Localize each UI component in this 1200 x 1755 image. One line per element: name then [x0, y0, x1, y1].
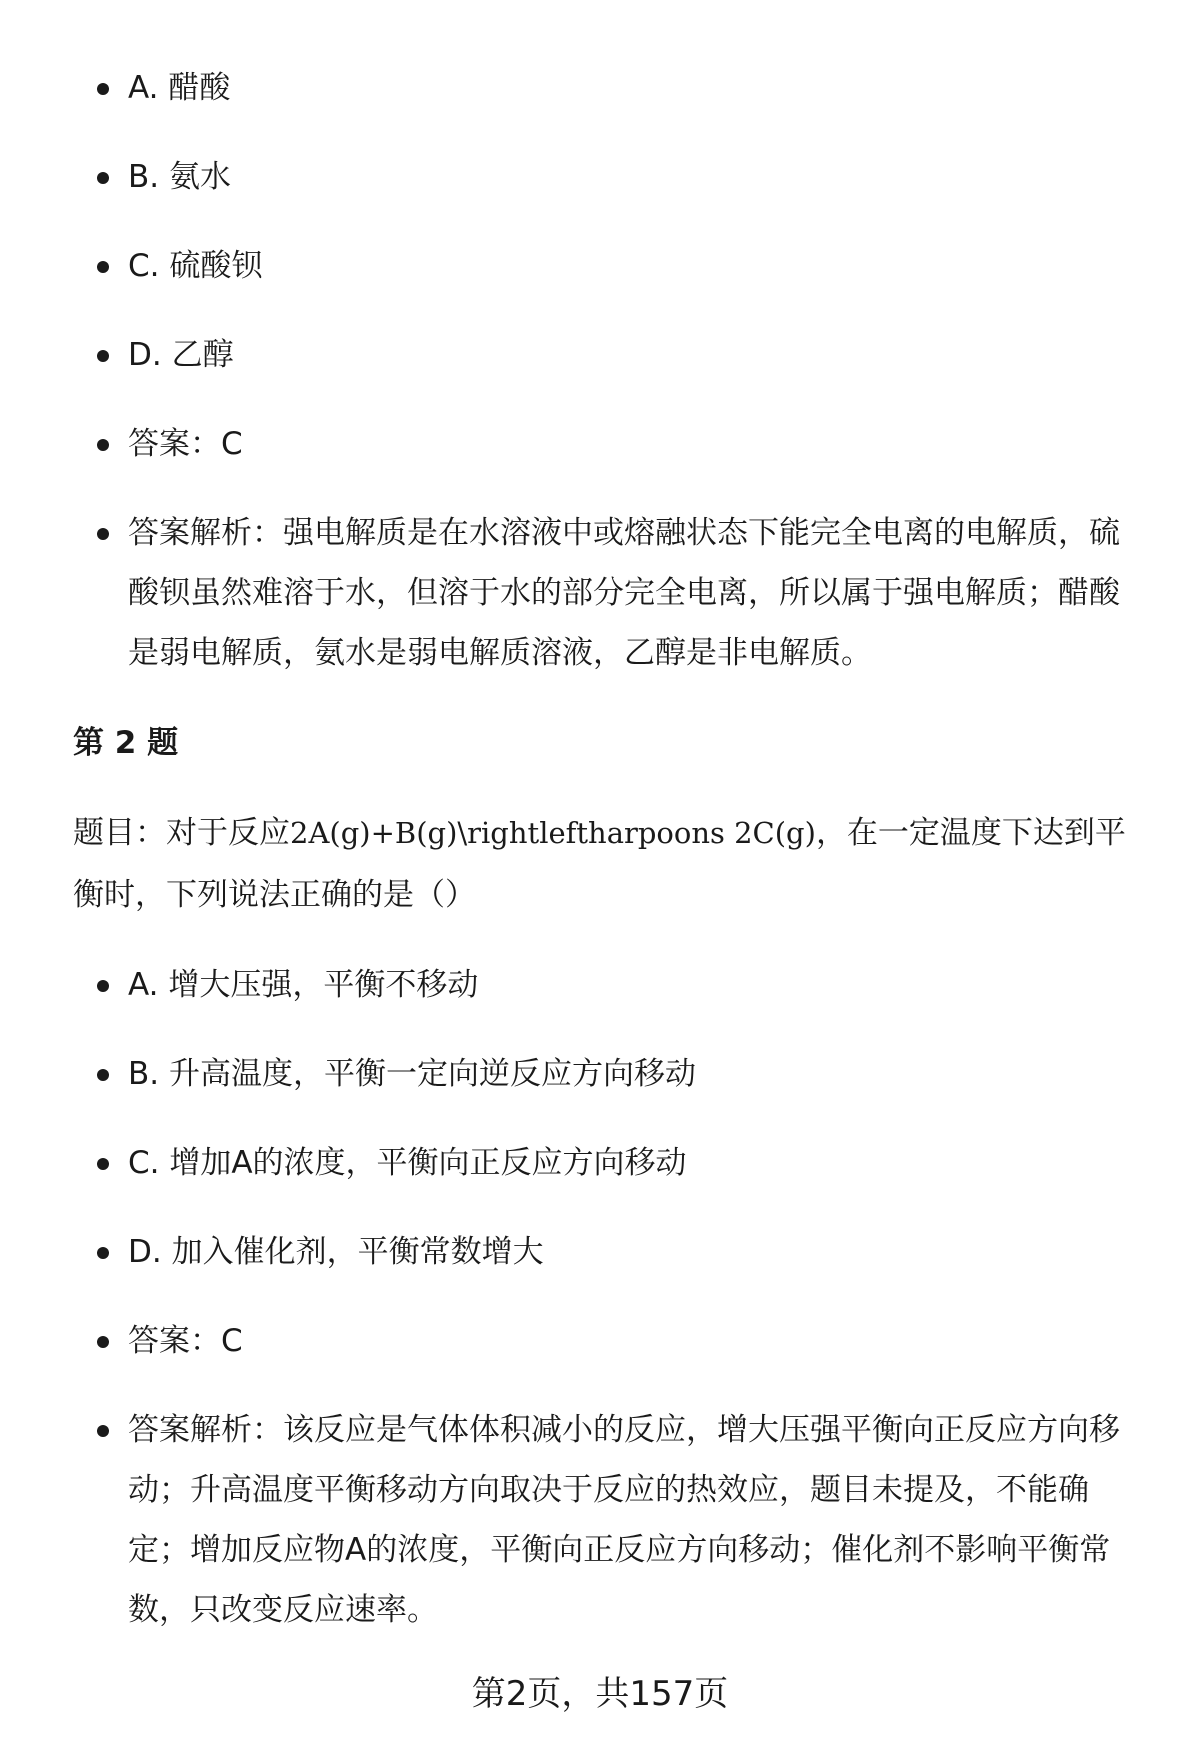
option-c: C. 硫酸钡 — [0, 236, 1200, 296]
option-d: D. 加入催化剂，平衡常数增大 — [0, 1222, 1200, 1282]
stem-suffix: ，在一定温度下达到平衡时，下列说法正确的是（） — [73, 815, 1126, 913]
question-2-stem — [73, 802, 1153, 926]
option-b: B. 升高温度，平衡一定向逆反应方向移动 — [0, 1044, 1200, 1104]
stem-prefix: 题目：对于反应 — [73, 815, 290, 851]
reaction-equation: 2A(g)+B(g)\rightleftharpoons 2C(g) — [290, 816, 816, 850]
question-2-heading: 第 2 题 — [73, 725, 179, 761]
option-a: A. 醋酸 — [0, 58, 1200, 118]
option-a: A. 增大压强，平衡不移动 — [0, 955, 1200, 1015]
option-d: D. 乙醇 — [0, 325, 1200, 385]
page-footer: 第2页，共157页 — [471, 1674, 729, 1714]
answer-explanation: 答案解析：该反应是气体体积减小的反应，增大压强平衡向正反应方向移动；升高温度平衡移动方向取决于反应的热效应，题目未提及，不能确定；增加反应物A的浓度，平衡向正反应方向移动；催化剂不影响平衡常数，只改变反应速率。 — [0, 1400, 1200, 1640]
option-b: B. 氨水 — [0, 147, 1200, 207]
answer: 答案：C — [0, 414, 1200, 474]
question-1-list — [0, 58, 1200, 712]
answer-explanation: 答案解析：强电解质是在水溶液中或熔融状态下能完全电离的电解质，硫酸钡虽然难溶于水，但溶于水的部分完全电离，所以属于强电解质；醋酸是弱电解质，氨水是弱电解质溶液，乙醇是非电解质。 — [0, 503, 1200, 683]
question-2-list — [0, 955, 1200, 1669]
answer: 答案：C — [0, 1311, 1200, 1371]
option-c: C. 增加A的浓度，平衡向正反应方向移动 — [0, 1133, 1200, 1193]
